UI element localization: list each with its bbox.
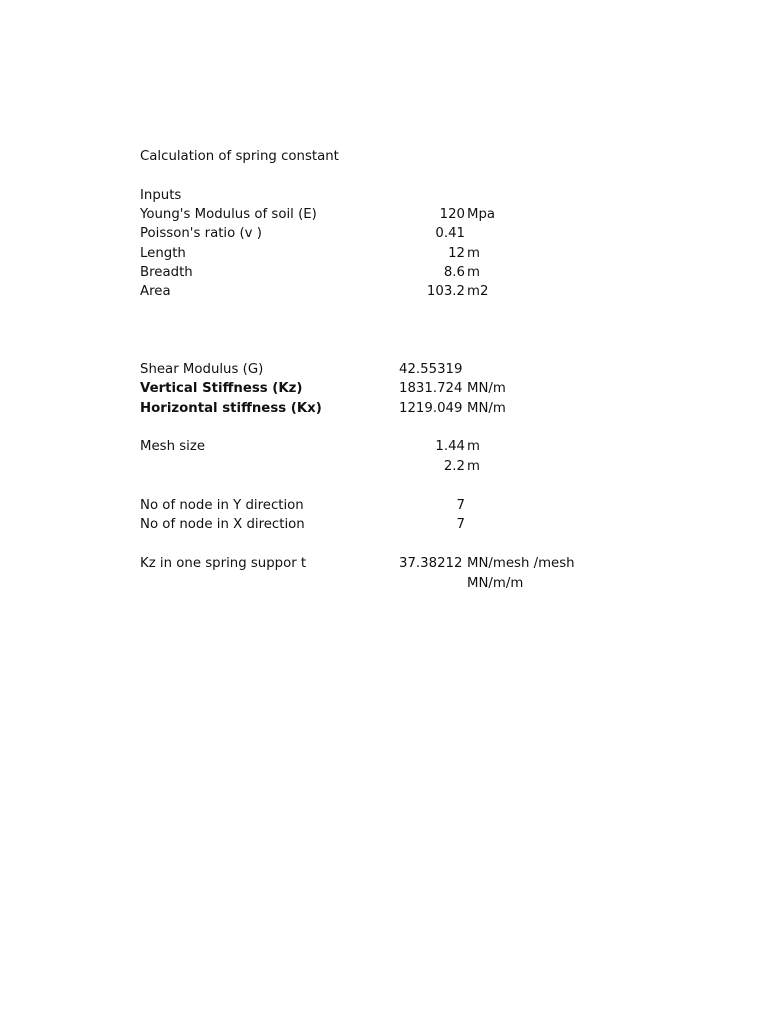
mesh-value: 1.44 xyxy=(435,439,465,454)
spring-unit: MN/mesh /mesh xyxy=(467,556,575,571)
input-row-poissons-ratio xyxy=(0,224,768,243)
spring-row xyxy=(0,554,768,573)
result-value: 1831.724 xyxy=(399,381,463,396)
input-value: 12 xyxy=(448,246,465,261)
input-value: 103.2 xyxy=(426,284,465,299)
title-row xyxy=(0,147,768,166)
input-row-area xyxy=(0,282,768,301)
result-value: 42.55319 xyxy=(399,362,463,377)
input-row-length xyxy=(0,244,768,263)
input-row-breadth xyxy=(0,263,768,282)
result-unit: MN/m xyxy=(467,381,506,396)
input-label: Breadth xyxy=(140,265,193,280)
nodes-row-y xyxy=(0,496,768,515)
spring-label: Kz in one spring suppor t xyxy=(140,556,307,571)
input-value: 8.6 xyxy=(443,265,465,280)
input-unit: m2 xyxy=(467,284,489,299)
mesh-value: 2.2 xyxy=(443,459,465,474)
result-label: Vertical Stiffness (Kz) xyxy=(140,381,303,396)
result-row-vertical-stiffness xyxy=(0,379,768,398)
input-unit: m xyxy=(467,265,480,280)
input-label: Young's Modulus of soil (E) xyxy=(140,207,317,222)
nodes-row-x xyxy=(0,515,768,534)
input-label: Poisson's ratio (v ) xyxy=(140,226,262,241)
result-row-horizontal-stiffness xyxy=(0,399,768,418)
inputs-heading: Inputs xyxy=(140,188,182,203)
mesh-label: Mesh size xyxy=(140,439,206,454)
result-row-shear-modulus xyxy=(0,360,768,379)
input-label: Area xyxy=(140,284,171,299)
input-label: Length xyxy=(140,246,186,261)
nodes-value: 7 xyxy=(456,517,465,532)
mesh-row-1 xyxy=(0,437,768,456)
page-title: Calculation of spring constant xyxy=(140,149,339,164)
input-unit: Mpa xyxy=(467,207,496,222)
input-value: 120 xyxy=(439,207,465,222)
mesh-row-2 xyxy=(0,457,768,476)
input-row-youngs-modulus xyxy=(0,205,768,224)
result-label: Shear Modulus (G) xyxy=(140,362,264,377)
result-label: Horizontal stiffness (Kx) xyxy=(140,401,322,416)
nodes-value: 7 xyxy=(456,498,465,513)
inputs-heading-row xyxy=(0,186,768,205)
spring-row-2 xyxy=(0,574,768,593)
nodes-label: No of node in Y direction xyxy=(140,498,304,513)
mesh-unit: m xyxy=(467,459,480,474)
input-unit: m xyxy=(467,246,480,261)
input-value: 0.41 xyxy=(435,226,465,241)
result-unit: MN/m xyxy=(467,401,506,416)
result-value: 1219.049 xyxy=(399,401,463,416)
nodes-label: No of node in X direction xyxy=(140,517,305,532)
spring-unit-2: MN/m/m xyxy=(467,576,524,591)
mesh-unit: m xyxy=(467,439,480,454)
spring-value: 37.38212 xyxy=(399,556,463,571)
